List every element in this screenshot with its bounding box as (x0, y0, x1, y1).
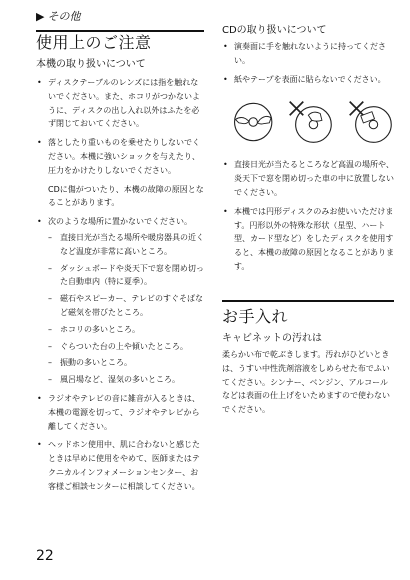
left-column (36, 32, 204, 499)
damage-note: CDに傷がついたり、本機の故障の原因となることがあります。 (48, 184, 204, 208)
list-item: • 紙やテープを表面に貼らないでください。 (222, 73, 394, 87)
sublist-item: – 直接日光が当たる場所や暖房器具の近くなど温度が非常に高いところ。 (48, 231, 204, 259)
cd-tape-incorrect-icon (348, 96, 394, 148)
right-column (222, 24, 394, 279)
cd-handling-heading: CDの取り扱いについて (222, 25, 327, 36)
list-item: • 本機では円形ディスクのみお使いいただけます。円形以外の特殊な形状（星型、ハート型、カード型など）をしたディスクを使用すると、本機の故障の原因となることがあります。 (222, 205, 394, 274)
list-item: • ラジオやテレビの音に雑音が入るときは、本機の電源を切って、ラジオやテレビから離してください。 (36, 392, 204, 433)
sublist-item: – 風呂場など、湿気の多いところ。 (48, 373, 204, 387)
sublist-item: – ホコリの多いところ。 (48, 323, 204, 337)
cd-illustrations (232, 94, 394, 150)
arrow-icon: ▶ (36, 10, 45, 23)
list-item: • 直接日光が当たるところなど高温の場所や、炎天下で窓を閉め切った車の中に放置しないでください。 (222, 158, 394, 199)
placement-intro: 次のような場所に置かないでください。 (48, 217, 192, 227)
sublist-item: – ダッシュボードや炎天下で窓を閉め切った自動車内（特に夏季）。 (48, 262, 204, 290)
list-item: • ヘッドホン使用中、肌に合わないと感じたときは早めに使用をやめて、医師またはテクニカルインフォメーションセンター、お客様ご相談センターに相談してください。 (36, 438, 204, 493)
page-title: 使用上のご注意 (36, 33, 152, 52)
page-number: 22 (36, 548, 54, 564)
list-item: • 演奏面に手を触れないように持ってください。 (222, 40, 394, 68)
care-section (222, 306, 394, 417)
list-item: • ディスクテーブルのレンズには指を触れないでください。また、ホコリがつかないように、ディスクの出し入れ以外はふたを必ず閉じておいてください。 (36, 76, 204, 131)
cd-hold-correct-icon (232, 97, 274, 147)
sublist-item: – 磁石やスピーカー、テレビのすぐそばなど磁気を帯びたところ。 (48, 292, 204, 320)
placement-sublist (48, 231, 204, 387)
care-heading: お手入れ (222, 307, 289, 326)
cabinet-text: 柔らかい布で乾ぶきします。汚れがひどいときは、うすい中性洗剤溶液をしめらせた布でふいてください。シンナー、ベンジン、アルコールなどは表面の仕上げをいためますので使わないでください。 (222, 350, 390, 415)
cd-touch-incorrect-icon (288, 96, 334, 148)
handling-list (36, 76, 204, 178)
cd-list (222, 40, 394, 86)
sublist-item: – 振動の多いところ。 (48, 356, 204, 370)
section-name: その他 (47, 10, 81, 23)
list-item: • 落としたり重いものを乗せたりしないでください。本機に強いショックを与えたり、圧力をかけたりしないでください。 (36, 136, 204, 177)
handling-heading: 本機の取り扱いについて (36, 59, 146, 70)
sublist-item: – ぐらついた台の上や傾いたところ。 (48, 340, 204, 354)
section-label (36, 8, 80, 24)
cabinet-heading: キャビネットの汚れは (222, 333, 322, 344)
title-rule-right (222, 300, 394, 302)
placement-list (36, 215, 204, 493)
cd-storage-list (222, 158, 394, 273)
list-item (36, 215, 204, 387)
